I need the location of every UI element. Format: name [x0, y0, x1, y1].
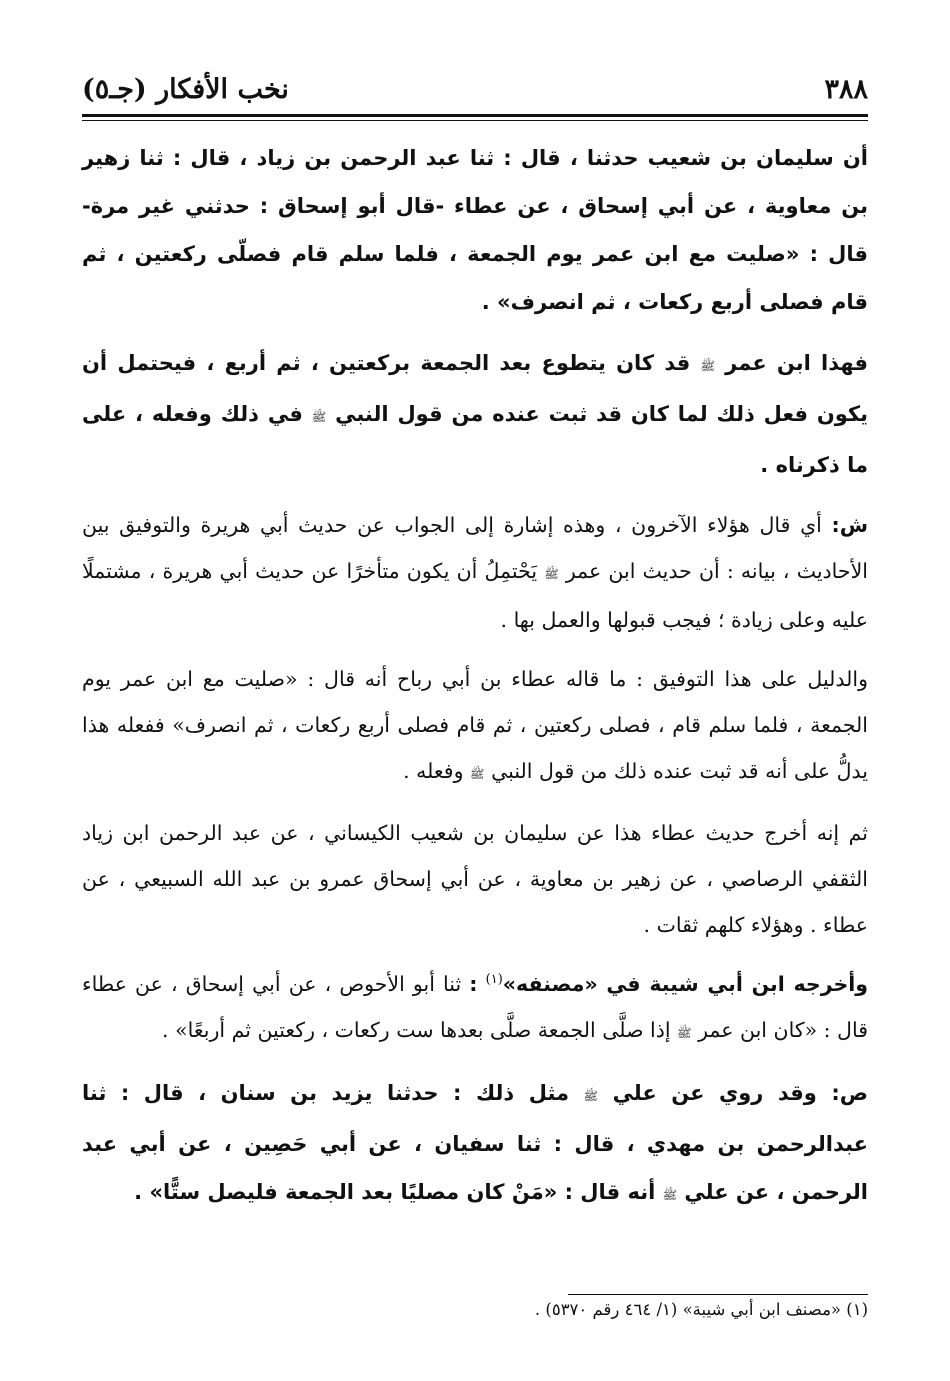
sharh-paragraph-3	[82, 810, 868, 948]
footnote	[82, 1297, 868, 1323]
matn-text: مثل ذلك : حدثنا يزيد بن سنان ، قال : ثنا عبدالرحمن بن مهدي ، قال : ثنا سفيان ، عن أبي حَصِين ، عن أبي عبد الرحمن ، عن علي	[82, 1081, 868, 1204]
matn-text: قد كان يتطوع بعد الجمعة بركعتين ، ثم أربع ، فيحتمل أن يكون فعل ذلك لما كان قد ثبت عنده من قول النبي	[82, 351, 869, 426]
sharh-paragraph-4	[82, 961, 868, 1056]
footnote-separator	[568, 1294, 868, 1295]
matn-text: في ذلك وفعله ، على ما ذكرناه .	[82, 402, 868, 477]
matn-text: فهذا ابن عمر	[725, 351, 868, 375]
sharh-marker: ش:	[831, 513, 868, 537]
sharh-text: إذا صلَّى الجمعة صلَّى بعدها ست ركعات ، ركعتين ثم أربعًا» .	[162, 1018, 671, 1042]
matn-text: وقد روي عن علي	[612, 1081, 817, 1105]
page-body	[82, 134, 868, 1232]
honorific-symbol: ﷺ	[470, 767, 485, 781]
footnote-reference[interactable]: (١)	[485, 972, 503, 988]
sharh-text: ثنا أبو الأحوص ، عن أبي إسحاق ، عن عطاء قال : «كان ابن عمر	[82, 972, 868, 1042]
running-header	[82, 70, 868, 110]
matn-marker: ص:	[831, 1081, 869, 1105]
sharh-paragraph-1	[82, 502, 868, 643]
honorific-symbol: ﷺ	[677, 1026, 692, 1040]
matn-paragraph-2	[82, 339, 868, 489]
honorific-symbol: ﷺ	[700, 359, 715, 373]
honorific-symbol: ﷺ	[311, 410, 327, 424]
honorific-symbol: ﷺ	[583, 1089, 599, 1103]
honorific-symbol: ﷺ	[662, 1188, 678, 1202]
matn-text: أنه قال : «مَنْ كان مصليًا بعد الجمعة فليصل ستًّا» .	[134, 1180, 656, 1204]
sharh-text: ثم إنه أخرج حديث عطاء هذا عن سليمان بن شعيب الكيساني ، عن عبد الرحمن ابن زياد الثقفي الرصاصي ، عن زهير بن معاوية ، عن أبي إسحاق عمرو بن عبد الله السبيعي ، عن عطاء . وهؤلاء كلهم ثقات .	[82, 821, 868, 937]
footnote-text: (١) «مصنف ابن أبي شيبة» (١/ ٤٦٤ رقم ٥٣٧٠) .	[534, 1300, 868, 1319]
header-rule-thick	[82, 114, 868, 117]
sharh-text: والدليل على هذا التوفيق : ما قاله عطاء بن أبي رباح أنه قال : «صليت مع ابن عمر يوم الجمعة ، فلما سلم قام ، فصلى ركعتين ، ثم قام فصلى أربع ركعات ، ثم انصرف» ففعله هذا يدلُّ على أنه قد ثبت عنده ذلك من قول النبي	[82, 667, 868, 783]
matn-paragraph-3	[82, 1069, 868, 1219]
colon: :	[469, 972, 478, 996]
sharh-text: وفعله .	[403, 759, 464, 783]
sharh-text: أي قال هؤلاء الآخرون ، وهذه إشارة إلى الجواب عن حديث أبي هريرة والتوفيق بين الأحاديث ، بيانه : أن حديث ابن عمر	[82, 513, 868, 583]
sharh-text: يَحْتمِلُ أن يكون متأخرًا عن حديث أبي هريرة ، مشتملًا عليه وعلى زيادة ؛ فيجب قبولها والعمل بها .	[82, 559, 868, 632]
header-rule-thin	[82, 120, 868, 121]
honorific-symbol: ﷺ	[544, 567, 559, 581]
source-citation: وأخرجه ابن أبي شيبة في «مصنفه»	[502, 972, 868, 996]
page-number: ٣٨٨	[824, 74, 868, 105]
sharh-paragraph-2	[82, 656, 868, 797]
matn-text: أن سليمان بن شعيب حدثنا ، قال : ثنا عبد الرحمن بن زياد ، قال : ثنا زهير بن معاوية ، عن أبي إسحاق ، عن عطاء -قال أبو إسحاق : حدثني غير مرة- قال : «صليت مع ابن عمر يوم الجمعة ، فلما سلم قام فصلّى ركعتين ، ثم قام فصلى أربع ركعات ، ثم انصرف» .	[82, 146, 868, 314]
book-title: نخب الأفكار (جـ٥)	[82, 74, 289, 105]
matn-paragraph-1	[82, 134, 868, 326]
